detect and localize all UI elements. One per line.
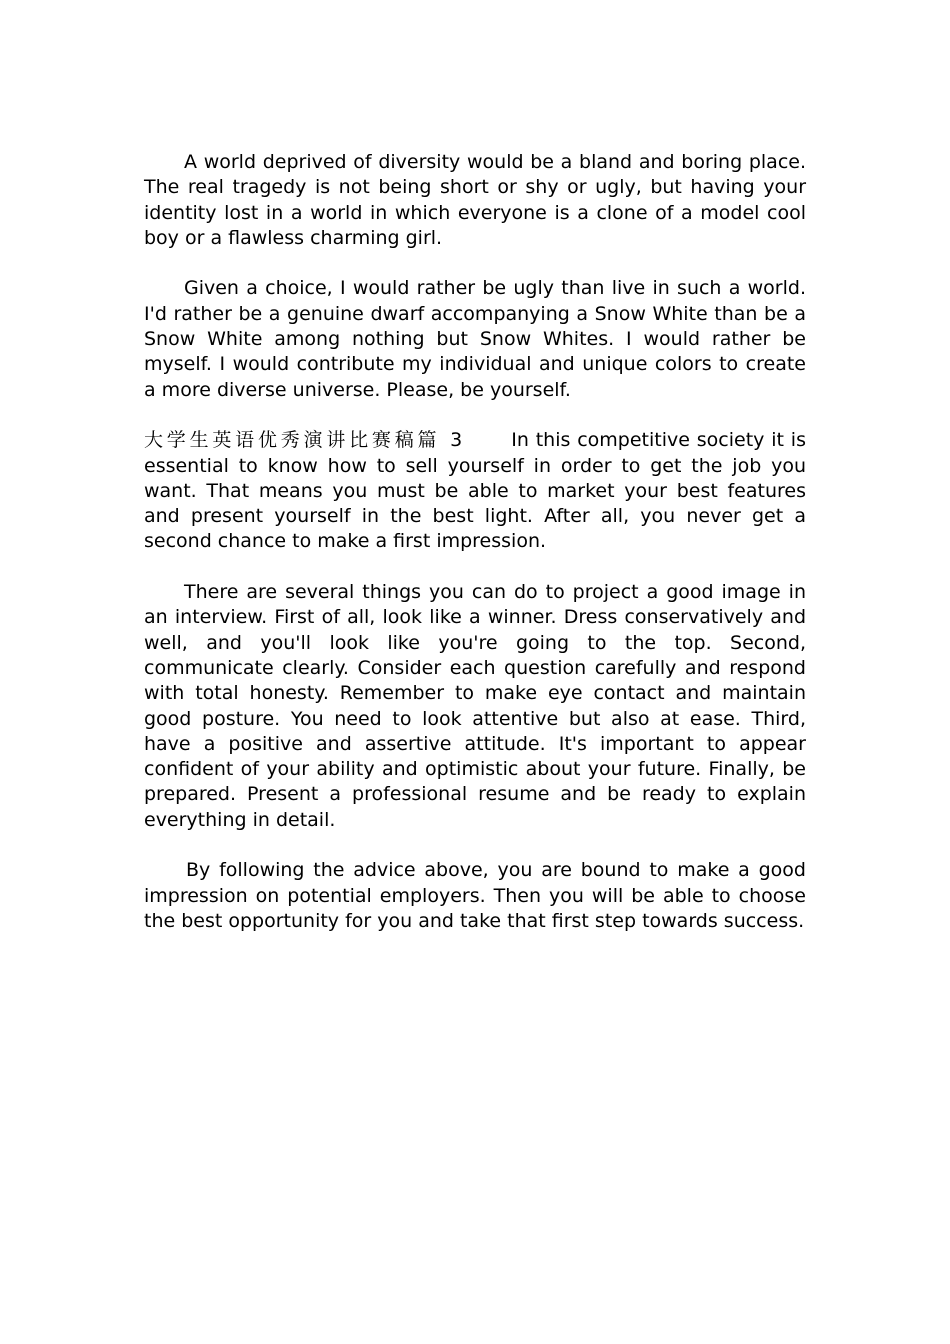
paragraph-conclusion: By following the advice above, you are bound to make a good impression on potential employers. Then you will be able to choose the best opportunity for you and take that first step towards success.: [144, 859, 806, 932]
document-body: [144, 150, 806, 960]
paragraph-speech-3: [144, 428, 806, 554]
paragraph-diversity: A world deprived of diversity would be a bland and boring place. The real tragedy is not being short or shy or ugly, but having your identity lost in a world in which everyone is a clone of a model cool boy or a flawless charming girl.: [144, 151, 806, 249]
paragraph-interview-tips: There are several things you can do to project a good image in an interview. First of all, look like a winner. Dress conservatively and well, and you'll look like you're going to the top. Second, communicate clearly. Consider each question carefully and respond with total honesty. Remember to make eye contact and maintain good posture. You need to look attentive but also at ease. Third, have a positive and assertive attitude. It's important to appear confident of your ability and optimistic about your future. Finally, be prepared. Present a professional resume and be ready to explain everything in detail.: [144, 581, 806, 831]
paragraph-be-yourself: Given a choice, I would rather be ugly than live in such a world. I'd rather be a genuine dwarf accompanying a Snow White than be a Snow White among nothing but Snow Whites. I would rather be myself. I would contribute my individual and unique colors to create a more diverse universe. Please, be yourself.: [144, 277, 806, 401]
section-heading: 大学生英语优秀演讲比赛稿篇 3: [144, 429, 466, 452]
paragraph-speech-3-text: In this competitive society it is essential to know how to sell yourself in order to get the job you want. That means you must be able to market your best features and present yourself in the best light. After all, you never get a second chance to make a first impression.: [144, 429, 806, 553]
